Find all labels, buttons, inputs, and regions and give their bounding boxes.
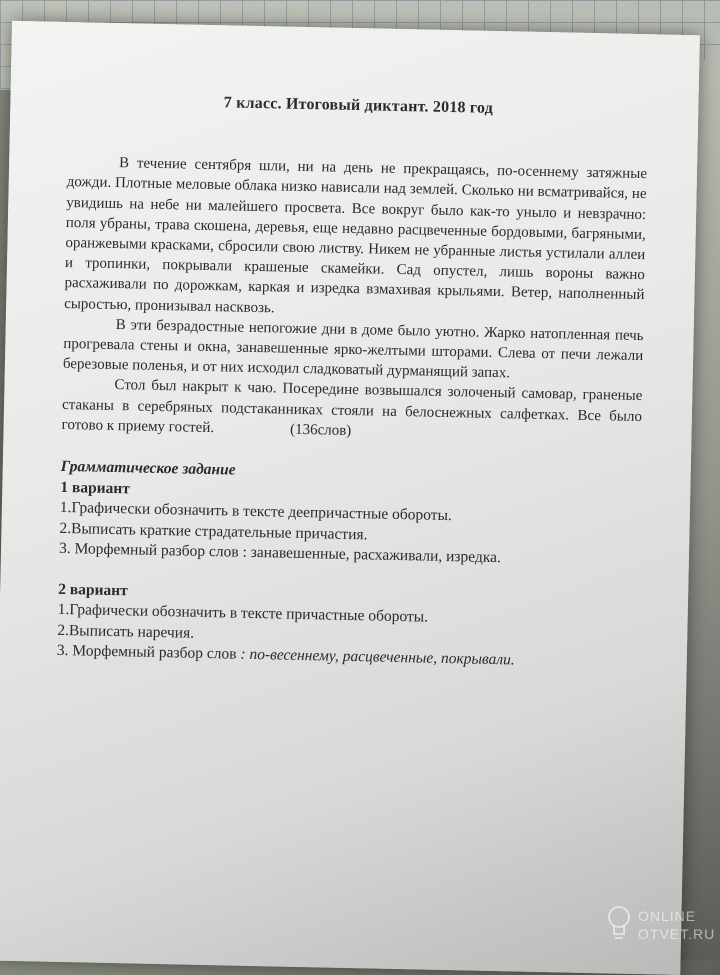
grammar-tasks [57,457,641,674]
lightbulb-icon [606,904,632,944]
variant-2-task-3-prefix: 3. Морфемный разбор слов [56,641,237,663]
dictation-paragraph-2: В эти безрадостные непогожие дни в доме было уютно. Жарко натопленная печь прогревала стены и окна, занавешенные ярко-желтыми шторами. Слева от печи лежали березовые поленья, и от них исходил сладковатый дурманящий запах. [62,316,644,382]
variant-2-block [57,579,639,673]
variant-1-task-3: 3. Морфемный разбор слов : занавешенные, расхаживали, изредка. [58,539,502,567]
watermark-line-1: ONLINE [638,908,697,924]
variant-1-heading: 1 вариант [60,478,131,497]
word-count: (136слов) [289,421,352,439]
dictation-paragraph-3 [61,374,642,447]
watermark-line-2: OTVET.RU [638,926,716,942]
variant-2-task-1: 1.Графически обозначить в тексте причастные обороты. [57,600,429,626]
variant-1-task-1: 1.Графически обозначить в тексте деепричастные обороты. [59,498,453,525]
variant-1-task-2: 2.Выписать краткие страдательные причастия. [59,519,368,543]
document-content [57,90,649,674]
dictation-paragraph-1: В течение сентября шли, ни на день не прекращаясь, по-осеннему затяжные дожди. Плотные меловые облака низко нависали над землей. Сколько ни всматривайся, не увидишь на небе ни малейшего просвета. Все вокруг было как-то уныло и невзрачно: поля убраны, трава скошена, деревья, еще недавно расцвеченные бордовыми, багряными, оранжевыми красками, сбросили свою листву. Никем не убранные листья устилали аллеи и тропинки, покрывали крашеные скамейки. Сад опустел, лишь вороны важно расхаживали по дорожкам, каркая и изредка взмахивая крыльями. Ветер, наполненный сыростью, пронизывал насквозь. [63,155,648,316]
dictation-paragraph-3-text: Стол был накрыт к чаю. Посередине возвышался золоченый самовар, граненые стаканы в серебряных подстаканниках стояли на белоснежных салфетках. Все было готово к приему гостей. [61,377,643,436]
site-watermark [606,902,716,954]
variant-2-task-3-words: : по-весеннему, расцвеченные, покрывали. [236,645,515,669]
paper-sheet [0,21,700,975]
variant-2-task-2: 2.Выписать наречия. [57,621,195,642]
variant-2-heading: 2 вариант [58,580,128,599]
variant-1-block [59,477,641,571]
document-title: 7 класс. Итоговый диктант. 2018 год [223,94,494,117]
grammar-heading: Грамматическое задание [60,457,236,479]
